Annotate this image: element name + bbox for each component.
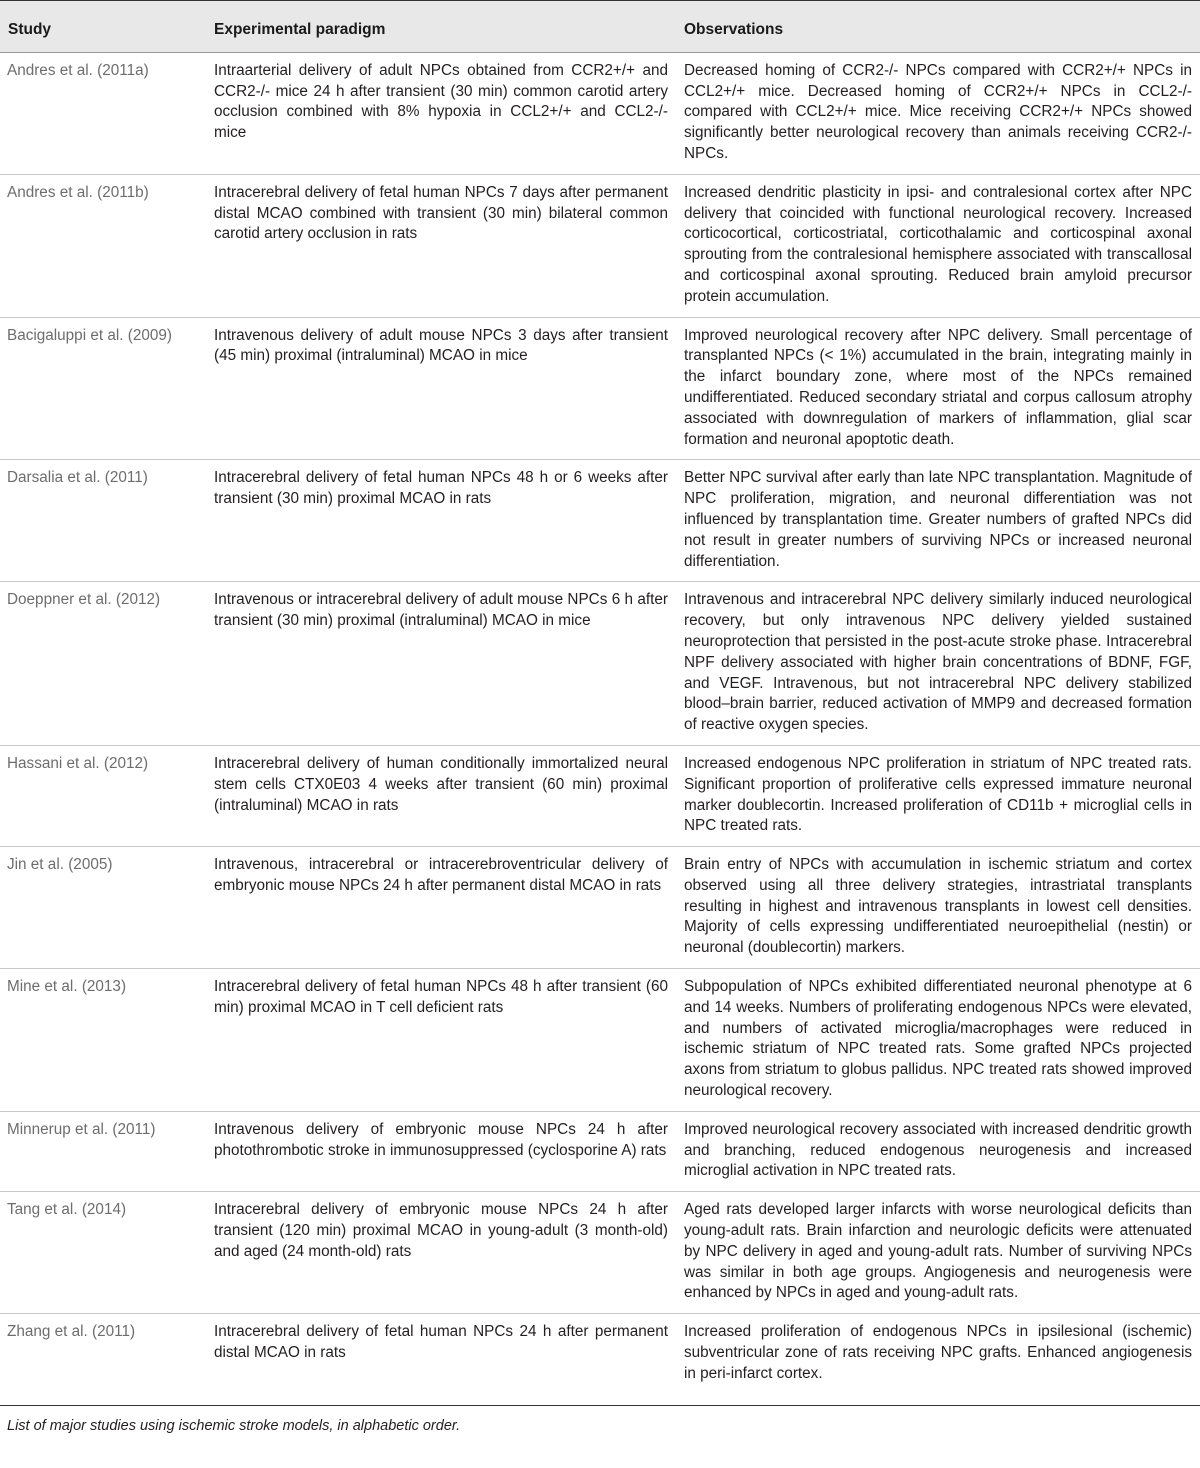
paradigm-cell: Intracerebral delivery of fetal human NPCs 7 days after permanent distal MCAO combined with transient (30 min) bilateral common carotid artery occlusion in rats [206, 174, 676, 317]
observations-cell: Decreased homing of CCR2-/- NPCs compared with CCR2+/+ NPCs in CCL2+/+ mice. Decreased homing of CCR2+/+ NPCs in CCL2-/- compared with CCL2+/+ mice. Mice receiving CCR2+/+ NPCs showed significantly better neurological recovery than animals receiving CCR2-/- NPCs. [676, 52, 1200, 174]
study-cell: Mine et al. (2013) [0, 969, 206, 1112]
table-row [0, 1111, 1200, 1191]
observations-cell: Improved neurological recovery after NPC delivery. Small percentage of transplanted NPCs (< 1%) accumulated in the brain, integrating mainly in the infarct boundary zone, where most of the NPCs remained undifferentiated. Reduced secondary striatal and corpus callosum atrophy associated with downregulation of markers of inflammation, glial scar formation and neuronal apoptotic death. [676, 317, 1200, 460]
study-cell: Zhang et al. (2011) [0, 1314, 206, 1405]
table-header [0, 1, 1200, 53]
observations-cell: Increased endogenous NPC proliferation in striatum of NPC treated rats. Significant proportion of proliferative cells expressed immature neuronal marker doublecortin. Increased proliferation of CD11b + microglial cells in NPC treated rats. [676, 745, 1200, 846]
study-cell: Jin et al. (2005) [0, 847, 206, 969]
table-row [0, 460, 1200, 582]
table-row [0, 582, 1200, 746]
table-row [0, 317, 1200, 460]
paradigm-cell: Intravenous, intracerebral or intracerebroventricular delivery of embryonic mouse NPCs 24 h after permanent distal MCAO in rats [206, 847, 676, 969]
study-cell: Andres et al. (2011a) [0, 52, 206, 174]
table-row [0, 174, 1200, 317]
observations-cell: Subpopulation of NPCs exhibited differentiated neuronal phenotype at 6 and 14 weeks. Numbers of proliferating endogenous NPCs were elevated, and numbers of activated microglia/macrophages were reduced in ischemic striatum of NPC treated rats. Some grafted NPCs projected axons from striatum to globus pallidus. NPC treated rats showed improved neurological recovery. [676, 969, 1200, 1112]
paradigm-cell: Intracerebral delivery of embryonic mouse NPCs 24 h after transient (120 min) proximal MCAO in young-adult (3 month-old) and aged (24 month-old) rats [206, 1192, 676, 1314]
study-cell: Hassani et al. (2012) [0, 745, 206, 846]
paradigm-cell: Intracerebral delivery of fetal human NPCs 48 h after transient (60 min) proximal MCAO in T cell deficient rats [206, 969, 676, 1112]
observations-cell: Increased proliferation of endogenous NPCs in ipsilesional (ischemic) subventricular zone of rats receiving NPC grafts. Enhanced angiogenesis in peri-infarct cortex. [676, 1314, 1200, 1405]
table-row [0, 52, 1200, 174]
study-cell: Andres et al. (2011b) [0, 174, 206, 317]
paradigm-cell: Intracerebral delivery of human conditionally immortalized neural stem cells CTX0E03 4 weeks after transient (60 min) proximal (intraluminal) MCAO in rats [206, 745, 676, 846]
table-row [0, 847, 1200, 969]
header-study: Study [0, 1, 206, 53]
observations-cell: Brain entry of NPCs with accumulation in ischemic striatum and cortex observed using all three delivery strategies, intrastriatal transplants resulting in highest and intravenous transplants in lowest cell densities. Majority of cells expressing undifferentiated neuroepithelial (nestin) or neuronal (doublecortin) markers. [676, 847, 1200, 969]
paradigm-cell: Intracerebral delivery of fetal human NPCs 48 h or 6 weeks after transient (30 min) proximal MCAO in rats [206, 460, 676, 582]
header-experimental-paradigm: Experimental paradigm [206, 1, 676, 53]
paradigm-cell: Intracerebral delivery of fetal human NPCs 24 h after permanent distal MCAO in rats [206, 1314, 676, 1405]
study-cell: Darsalia et al. (2011) [0, 460, 206, 582]
table-row [0, 969, 1200, 1112]
study-cell: Bacigaluppi et al. (2009) [0, 317, 206, 460]
study-cell: Minnerup et al. (2011) [0, 1111, 206, 1191]
paradigm-cell: Intravenous delivery of adult mouse NPCs 3 days after transient (45 min) proximal (intraluminal) MCAO in mice [206, 317, 676, 460]
table-caption: List of major studies using ischemic stroke models, in alphabetic order. [7, 1417, 461, 1434]
observations-cell: Aged rats developed larger infarcts with worse neurological deficits than young-adult rats. Brain infarction and neurologic deficits were attenuated by NPC delivery in aged and young-adult rats. Number of surviving NPCs was similar in both age groups. Angiogenesis and neurogenesis were enhanced by NPCs in aged and young-adult rats. [676, 1192, 1200, 1314]
table-row [0, 1314, 1200, 1405]
table-row [0, 745, 1200, 846]
study-cell: Doeppner et al. (2012) [0, 582, 206, 746]
study-cell: Tang et al. (2014) [0, 1192, 206, 1314]
observations-cell: Intravenous and intracerebral NPC delivery similarly induced neurological recovery, but only intravenous NPC delivery yielded sustained neuroprotection that persisted in the post-acute stroke phase. Intracerebral NPF delivery associated with higher brain concentrations of BDNF, FGF, and VEGF. Intravenous, but not intracerebral NPC delivery stabilized blood–brain barrier, reduced activation of MMP9 and decreased formation of reactive oxygen species. [676, 582, 1200, 746]
paradigm-cell: Intravenous or intracerebral delivery of adult mouse NPCs 6 h after transient (30 min) proximal (intraluminal) MCAO in mice [206, 582, 676, 746]
header-row [0, 1, 1200, 53]
observations-cell: Better NPC survival after early than late NPC transplantation. Magnitude of NPC proliferation, migration, and neuronal differentiation was not influenced by transplantation time. Greater numbers of grafted NPCs did not result in greater numbers of surviving NPCs or increased neuronal differentiation. [676, 460, 1200, 582]
observations-cell: Improved neurological recovery associated with increased dendritic growth and branching, reduced endogenous neurogenesis and increased microglial activation in NPC treated rats. [676, 1111, 1200, 1191]
table-row [0, 1192, 1200, 1314]
paradigm-cell: Intraarterial delivery of adult NPCs obtained from CCR2+/+ and CCR2-/- mice 24 h after transient (30 min) common carotid artery occlusion combined with 8% hypoxia in CCL2+/+ and CCL2-/- mice [206, 52, 676, 174]
table-body [0, 52, 1200, 1405]
paradigm-cell: Intravenous delivery of embryonic mouse NPCs 24 h after photothrombotic stroke in immunosuppressed (cyclosporine A) rats [206, 1111, 676, 1191]
observations-cell: Increased dendritic plasticity in ipsi- and contralesional cortex after NPC delivery that coincided with functional neurological recovery. Increased corticocortical, corticostriatal, corticothalamic and corticospinal axonal sprouting from the contralesional hemisphere associated with transcallosal and corticospinal axonal sprouting. Reduced brain amyloid precursor protein accumulation. [676, 174, 1200, 317]
header-observations: Observations [676, 1, 1200, 53]
